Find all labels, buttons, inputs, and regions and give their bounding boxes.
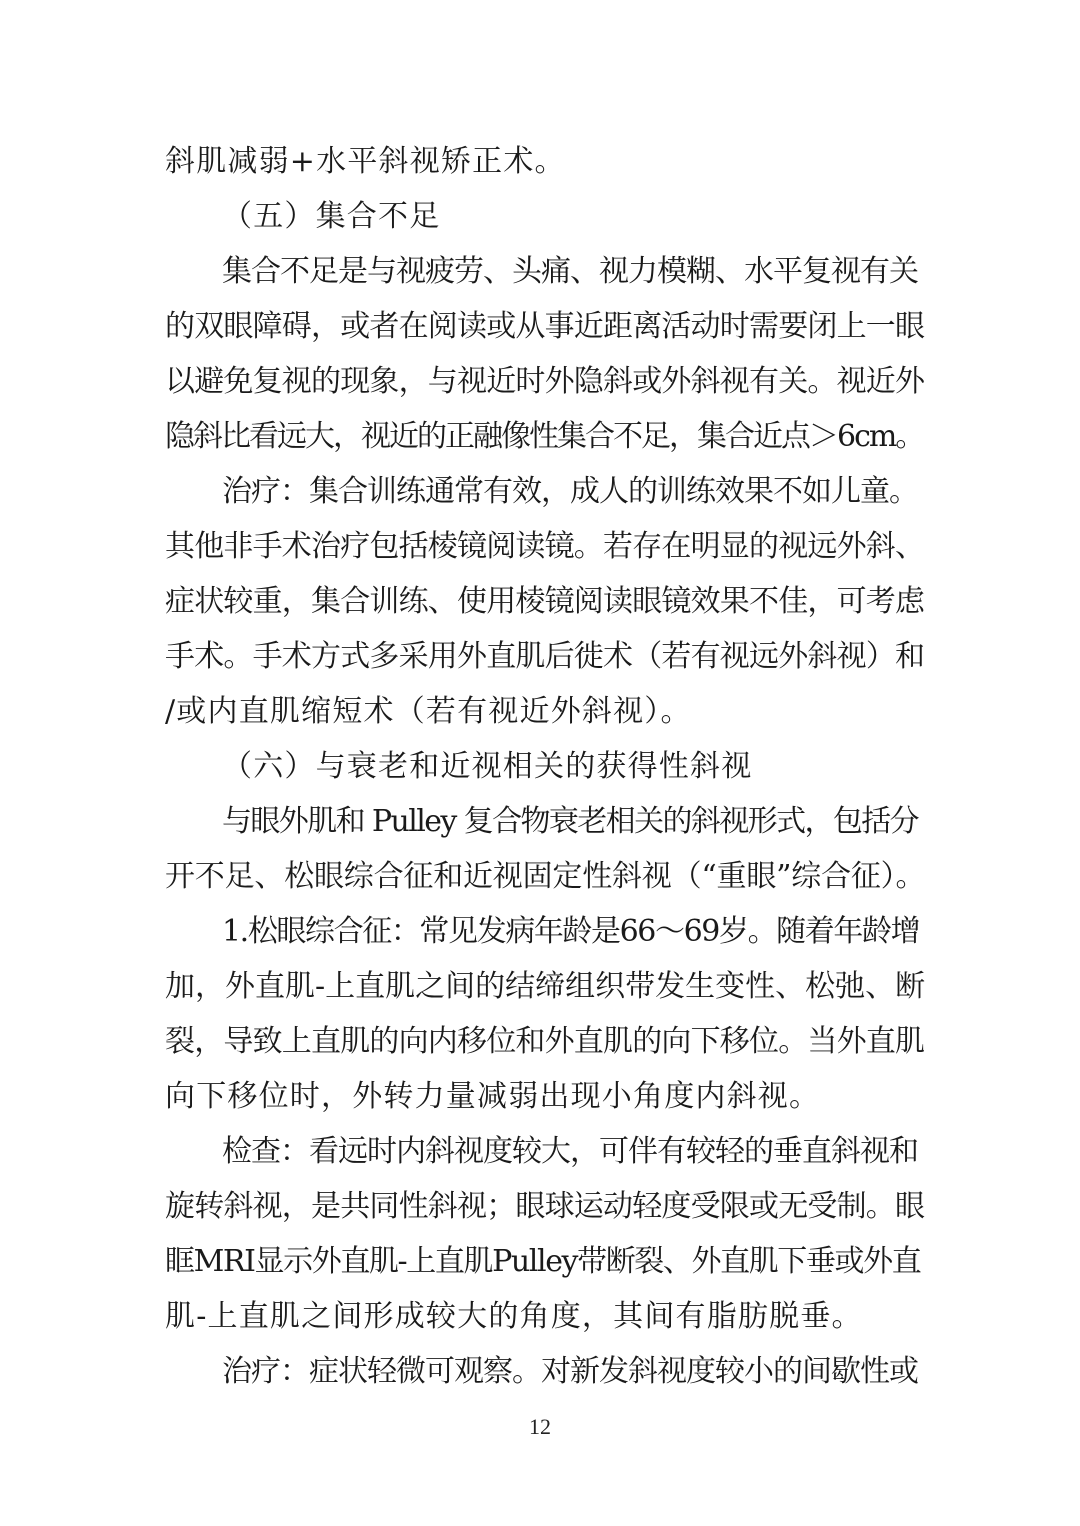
text-line: 检查：看远时内斜视度较大，可伴有较轻的垂直斜视和: [222, 1134, 918, 1169]
text-line: 1.松眼综合征：常见发病年龄是66～69岁。随着年龄增: [222, 914, 920, 949]
text-line: /或内直肌缩短术（若有视近外斜视）。: [165, 694, 692, 729]
page-number: 12: [529, 1414, 551, 1439]
text-line: 加，外直肌-上直肌之间的结缔组织带发生变性、松弛、断: [165, 969, 926, 1004]
text-line: 以避免复视的现象，与视近时外隐斜或外斜视有关。视近外: [165, 364, 925, 399]
section-heading: （六）与衰老和近视相关的获得性斜视: [222, 749, 753, 784]
text-line: 眶MRI显示外直肌-上直肌Pulley带断裂、外直肌下垂或外直: [165, 1244, 921, 1279]
text-line: 旋转斜视，是共同性斜视；眼球运动轻度受限或无受制。眼: [165, 1189, 925, 1224]
section-heading: （五）集合不足: [222, 199, 441, 234]
text-line: 其他非手术治疗包括棱镜阅读镜。若存在明显的视远外斜、: [165, 529, 925, 564]
text-line: 肌-上直肌之间形成较大的角度，其间有脂肪脱垂。: [165, 1299, 863, 1334]
text-line: 与眼外肌和 Pulley 复合物衰老相关的斜视形式，包括分: [222, 804, 919, 839]
text-line: 症状较重，集合训练、使用棱镜阅读眼镜效果不佳，可考虑: [165, 584, 925, 619]
text-line: 手术。手术方式多采用外直肌后徙术（若有视远外斜视）和: [165, 639, 925, 674]
text-line: 治疗：集合训练通常有效，成人的训练效果不如儿童。: [222, 474, 918, 509]
text-line: 集合不足是与视疲劳、头痛、视力模糊、水平复视有关: [222, 254, 918, 289]
text-line: 隐斜比看远大，视近的正融像性集合不足，集合近点＞6cm。: [165, 419, 924, 454]
text-line: 斜肌减弱+水平斜视矫正术。: [165, 144, 566, 179]
text-line: 裂，导致上直肌的向内移位和外直肌的向下移位。当外直肌: [165, 1024, 925, 1059]
text-line: 治疗：症状轻微可观察。对新发斜视度较小的间歇性或: [222, 1354, 918, 1389]
text-line: 开不足、松眼综合征和近视固定性斜视（“重眼”综合征）。: [165, 859, 926, 894]
text-line: 的双眼障碍，或者在阅读或从事近距离活动时需要闭上一眼: [165, 309, 925, 344]
text-line: 向下移位时，外转力量减弱出现小角度内斜视。: [165, 1079, 821, 1114]
